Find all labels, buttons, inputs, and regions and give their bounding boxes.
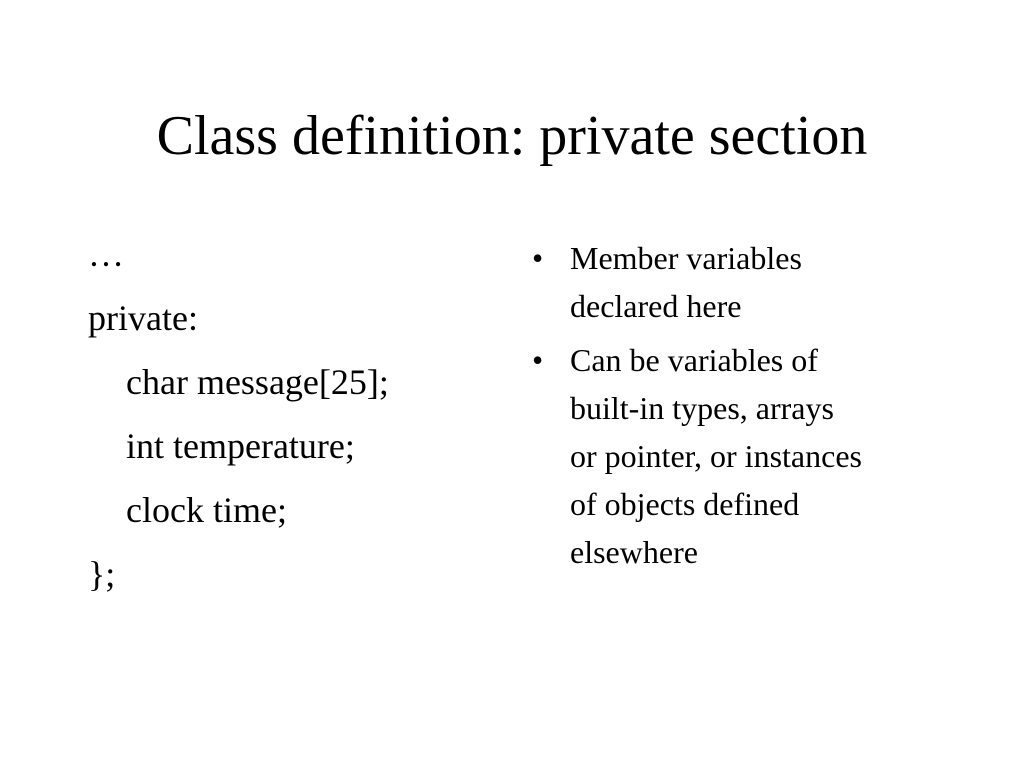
code-line-message: char message[25]; [126,362,389,402]
code-line-ellipsis: … [88,234,124,274]
code-block [88,232,508,616]
bullet-line: declared here [570,288,742,324]
bullet-list [532,234,962,582]
bullet-line: or pointer, or instances [570,438,862,474]
bullet-icon: • [532,240,544,276]
bullet-item [532,336,962,576]
slide-title: Class definition: private section [156,105,868,167]
bullet-line: built-in types, arrays [570,390,834,426]
bullet-line: Member variables [570,240,802,276]
bullet-item [532,234,962,330]
code-line-time: clock time; [126,490,287,530]
code-line-private: private: [88,298,198,338]
code-line-temperature: int temperature; [126,426,355,466]
code-line-closing-brace: }; [88,554,116,594]
bullet-line: elsewhere [570,534,698,570]
bullet-icon: • [532,342,544,378]
bullet-line: Can be variables of [570,342,818,378]
bullet-line: of objects defined [570,486,800,522]
